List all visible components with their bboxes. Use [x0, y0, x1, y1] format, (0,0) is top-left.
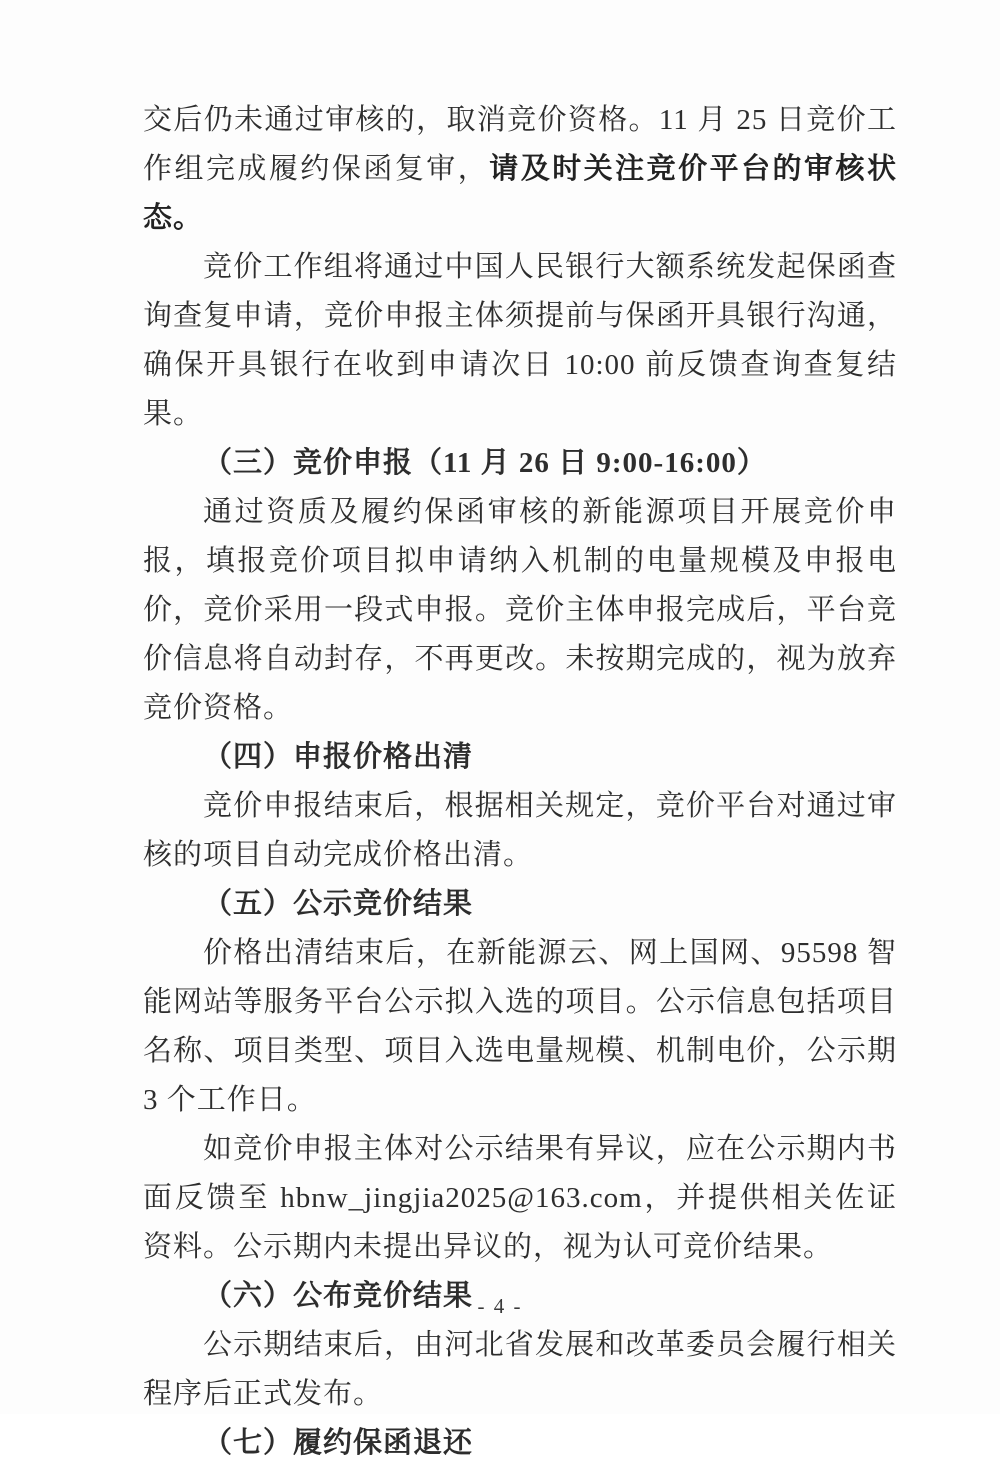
text-run: 公示期结束后，由河北省发展和改革委员会履行相关程序后正式发布。 — [143, 1329, 897, 1410]
section-heading — [143, 733, 897, 782]
text-run: （六）公布竞价结果 — [203, 1280, 474, 1312]
paragraph — [143, 929, 897, 1125]
text-run: 如竞价申报主体对公示结果有异议，应在公示期内书面反馈至 hbnw_jingjia2025@163.com，并提供相关佐证资料。公示期内未提出异议的，视为认可竞价结果。 — [143, 1133, 897, 1263]
emphasis-text-run: 请及时关注竞价平台的审核状态。 — [143, 153, 897, 234]
text-run: （三）竞价申报（11 月 26 日 9:00-16:00） — [203, 447, 767, 479]
text-run: 交后仍未通过审核的，取消竞价资格。11 月 25 日竞价工作组完成履约保函复审， — [143, 104, 897, 185]
section-heading — [143, 439, 897, 488]
text-run: 通过资质及履约保函审核的新能源项目开展竞价申报，填报竞价项目拟申请纳入机制的电量规模及申报电价，竞价采用一段式申报。竞价主体申报完成后，平台竞价信息将自动封存，不再更改。未按期完成的，视为放弃竞价资格。 — [143, 496, 897, 724]
page-footer — [0, 1294, 1000, 1319]
text-run: 竞价申报结束后，根据相关规定，竞价平台对通过审核的项目自动完成价格出清。 — [143, 790, 897, 871]
document-body — [143, 96, 897, 1468]
paragraph — [143, 782, 897, 880]
page-number: - 4 - — [477, 1294, 523, 1318]
text-run: （四）申报价格出清 — [203, 741, 474, 773]
text-run: 竞价工作组将通过中国人民银行大额系统发起保函查询查复申请，竞价申报主体须提前与保函开具银行沟通，确保开具银行在收到申请次日 10:00 前反馈查询查复结果。 — [143, 251, 897, 430]
paragraph — [143, 243, 897, 439]
text-run: 价格出清结束后，在新能源云、网上国网、95598 智能网站等服务平台公示拟入选的项目。公示信息包括项目名称、项目类型、项目入选电量规模、机制电价，公示期 3 个工作日。 — [143, 937, 897, 1116]
paragraph — [143, 96, 897, 243]
text-run: （七）履约保函退还 — [203, 1427, 474, 1459]
paragraph — [143, 488, 897, 733]
text-run: （五）公示竞价结果 — [203, 888, 474, 920]
section-heading — [143, 880, 897, 929]
paragraph — [143, 1321, 897, 1419]
paragraph — [143, 1125, 897, 1272]
section-heading — [143, 1419, 897, 1468]
